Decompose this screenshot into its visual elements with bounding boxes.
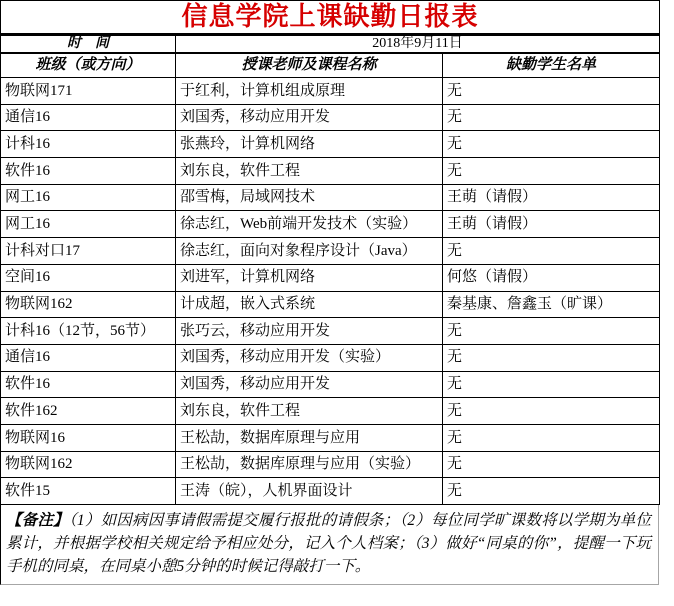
table-row — [1, 78, 660, 105]
table-row — [1, 478, 660, 505]
cell-class: 空间16 — [1, 264, 176, 291]
table-row — [1, 238, 660, 265]
cell-absent: 王萌（请假） — [443, 184, 660, 211]
table-row — [1, 104, 660, 131]
cell-class: 计科16 — [1, 131, 176, 158]
cell-course: 刘东良，软件工程 — [176, 398, 443, 425]
table-row — [1, 344, 660, 371]
cell-course: 徐志红，Web前端开发技术（实验） — [176, 211, 443, 238]
cell-course: 刘东良，软件工程 — [176, 158, 443, 185]
cell-class: 物联网171 — [1, 78, 176, 105]
time-label: 时 间 — [1, 35, 176, 54]
cell-course: 张巧云，移动应用开发 — [176, 318, 443, 345]
cell-absent: 无 — [443, 318, 660, 345]
cell-course: 邵雪梅，局域网技术 — [176, 184, 443, 211]
cell-absent: 无 — [443, 398, 660, 425]
cell-class: 软件162 — [1, 398, 176, 425]
cell-course: 王涛（皖），人机界面设计 — [176, 478, 443, 505]
header-class: 班级（或方向） — [1, 53, 176, 78]
title-row — [1, 1, 660, 35]
cell-class: 物联网162 — [1, 451, 176, 478]
table-row — [1, 291, 660, 318]
cell-absent: 王萌（请假） — [443, 211, 660, 238]
cell-course: 王松劼，数据库原理与应用（实验） — [176, 451, 443, 478]
cell-class: 网工16 — [1, 184, 176, 211]
header-course: 授课老师及课程名称 — [176, 53, 443, 78]
table-row — [1, 184, 660, 211]
cell-absent: 无 — [443, 478, 660, 505]
cell-class: 网工16 — [1, 211, 176, 238]
cell-absent: 无 — [443, 451, 660, 478]
table-header-row — [1, 53, 660, 78]
cell-class: 软件16 — [1, 371, 176, 398]
cell-absent: 无 — [443, 78, 660, 105]
cell-course: 王松劼，数据库原理与应用 — [176, 424, 443, 451]
cell-class: 计科16（12节，56节） — [1, 318, 176, 345]
cell-course: 徐志红，面向对象程序设计（Java） — [176, 238, 443, 265]
cell-class: 通信16 — [1, 104, 176, 131]
cell-course: 刘国秀，移动应用开发（实验） — [176, 344, 443, 371]
cell-course: 于红利，计算机组成原理 — [176, 78, 443, 105]
cell-course: 刘国秀，移动应用开发 — [176, 104, 443, 131]
table-row — [1, 371, 660, 398]
cell-class: 软件15 — [1, 478, 176, 505]
time-row — [1, 35, 660, 54]
cell-absent: 无 — [443, 424, 660, 451]
cell-class: 通信16 — [1, 344, 176, 371]
remark-text: （1）如因病因事请假需提交履行报批的请假条；（2）每位同学旷课数将以学期为单位累计，并根据学校相关规定给予相应处分，记入个人档案；（3）做好“同桌的你”，提醒一下玩手机的同桌，在同桌小憩5分钟的时候记得敲打一下。 — [6, 512, 651, 575]
table-row — [1, 424, 660, 451]
table-row — [1, 211, 660, 238]
table-row — [1, 131, 660, 158]
table-row — [1, 158, 660, 185]
cell-course: 计成超，嵌入式系统 — [176, 291, 443, 318]
header-absent: 缺勤学生名单 — [443, 53, 660, 78]
cell-course: 刘进军，计算机网络 — [176, 264, 443, 291]
cell-absent: 无 — [443, 238, 660, 265]
page-title: 信息学院上课缺勤日报表 — [1, 1, 660, 35]
cell-class: 计科对口17 — [1, 238, 176, 265]
cell-absent: 无 — [443, 344, 660, 371]
table-row — [1, 398, 660, 425]
cell-absent: 无 — [443, 158, 660, 185]
cell-class: 软件16 — [1, 158, 176, 185]
time-value: 2018年9月11日 — [176, 35, 660, 54]
cell-class: 物联网162 — [1, 291, 176, 318]
cell-absent: 无 — [443, 104, 660, 131]
cell-absent: 无 — [443, 131, 660, 158]
remark-label: 【备注】 — [6, 512, 69, 529]
cell-absent: 无 — [443, 371, 660, 398]
cell-course: 刘国秀，移动应用开发 — [176, 371, 443, 398]
cell-absent: 何悠（请假） — [443, 264, 660, 291]
cell-class: 物联网16 — [1, 424, 176, 451]
table-row — [1, 451, 660, 478]
remark-box — [0, 505, 659, 585]
cell-absent: 秦基康、詹鑫玉（旷课） — [443, 291, 660, 318]
table-row — [1, 318, 660, 345]
cell-course: 张燕玲，计算机网络 — [176, 131, 443, 158]
table-body — [1, 78, 660, 505]
table-row — [1, 264, 660, 291]
